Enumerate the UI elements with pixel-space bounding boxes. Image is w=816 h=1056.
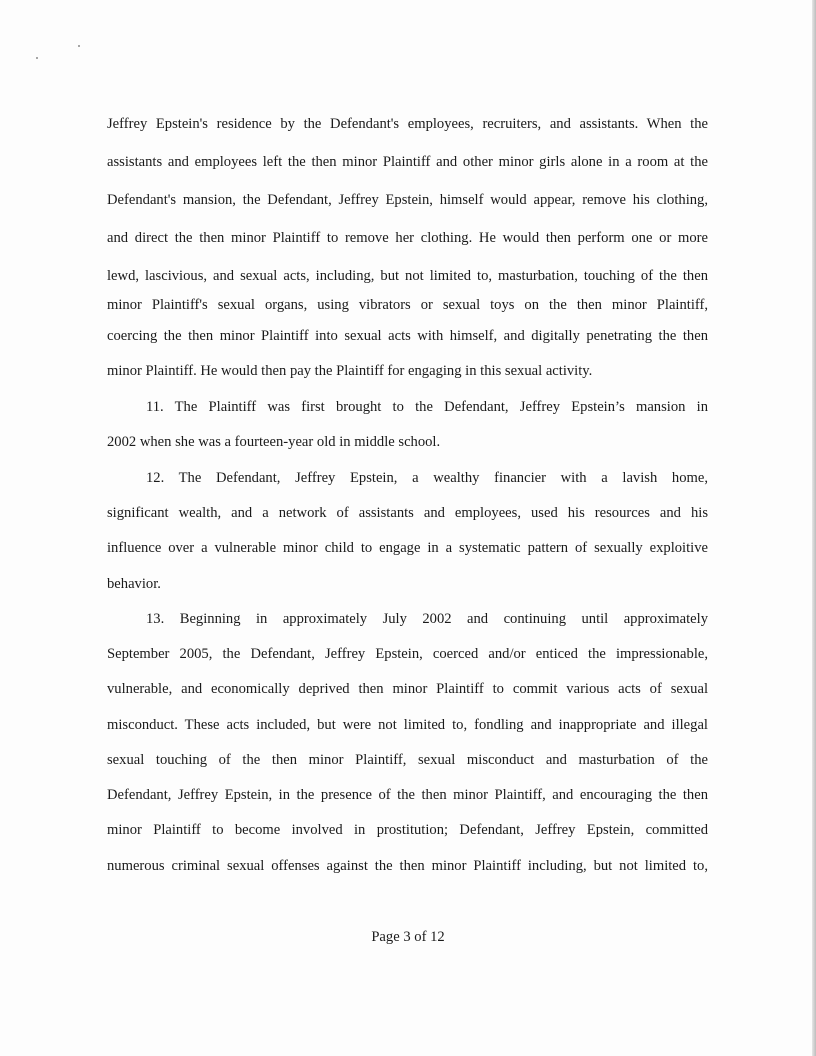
body-text-line: significant wealth, and a network of assistants and employees, used his resources and his [107, 505, 708, 521]
page-edge-shadow [812, 0, 816, 1056]
scan-speck [36, 57, 38, 59]
paragraph-13-first-line: 13. Beginning in approximately July 2002 and continuing until approximately [146, 611, 708, 627]
body-text-line: 2002 when she was a fourteen-year old in middle school. [107, 434, 441, 450]
body-text-line: Jeffrey Epstein's residence by the Defendant's employees, recruiters, and assistants. When the [107, 116, 708, 132]
paragraph-12-first-line: 12. The Defendant, Jeffrey Epstein, a wealthy financier with a lavish home, [146, 470, 708, 486]
body-text-line: coercing the then minor Plaintiff into sexual acts with himself, and digitally penetrating the then [107, 328, 708, 344]
body-text-line: and direct the then minor Plaintiff to remove her clothing. He would then perform one or more [107, 230, 708, 246]
body-text-line: assistants and employees left the then minor Plaintiff and other minor girls alone in a room at the [107, 154, 708, 170]
page-number-footer: Page 3 of 12 [371, 929, 445, 945]
body-text-line: misconduct. These acts included, but were not limited to, fondling and inappropriate and illegal [107, 717, 708, 733]
paragraph-11-first-line: 11. The Plaintiff was first brought to the Defendant, Jeffrey Epstein’s mansion in [146, 399, 708, 415]
body-text-line: Defendant, Jeffrey Epstein, in the presence of the then minor Plaintiff, and encouraging the then [107, 787, 708, 803]
body-text-line: sexual touching of the then minor Plaintiff, sexual misconduct and masturbation of the [107, 752, 708, 768]
body-text-line: lewd, lascivious, and sexual acts, including, but not limited to, masturbation, touching of the then [107, 268, 708, 284]
body-text-line: minor Plaintiff's sexual organs, using vibrators or sexual toys on the then minor Plaintiff, [107, 297, 708, 313]
body-text-line: numerous criminal sexual offenses against the then minor Plaintiff including, but not limited to, [107, 858, 708, 874]
body-text-line: behavior. [107, 576, 161, 592]
scan-speck [78, 45, 80, 47]
body-text-line: vulnerable, and economically deprived then minor Plaintiff to commit various acts of sexual [107, 681, 708, 697]
body-text-line: minor Plaintiff to become involved in prostitution; Defendant, Jeffrey Epstein, committed [107, 822, 708, 838]
body-text-line: September 2005, the Defendant, Jeffrey Epstein, coerced and/or enticed the impressionable, [107, 646, 708, 662]
body-text-line: influence over a vulnerable minor child to engage in a systematic pattern of sexually exploitive [107, 540, 708, 556]
body-text-line: Defendant's mansion, the Defendant, Jeffrey Epstein, himself would appear, remove his clothing, [107, 192, 708, 208]
body-text-line: minor Plaintiff. He would then pay the Plaintiff for engaging in this sexual activity. [107, 363, 593, 379]
